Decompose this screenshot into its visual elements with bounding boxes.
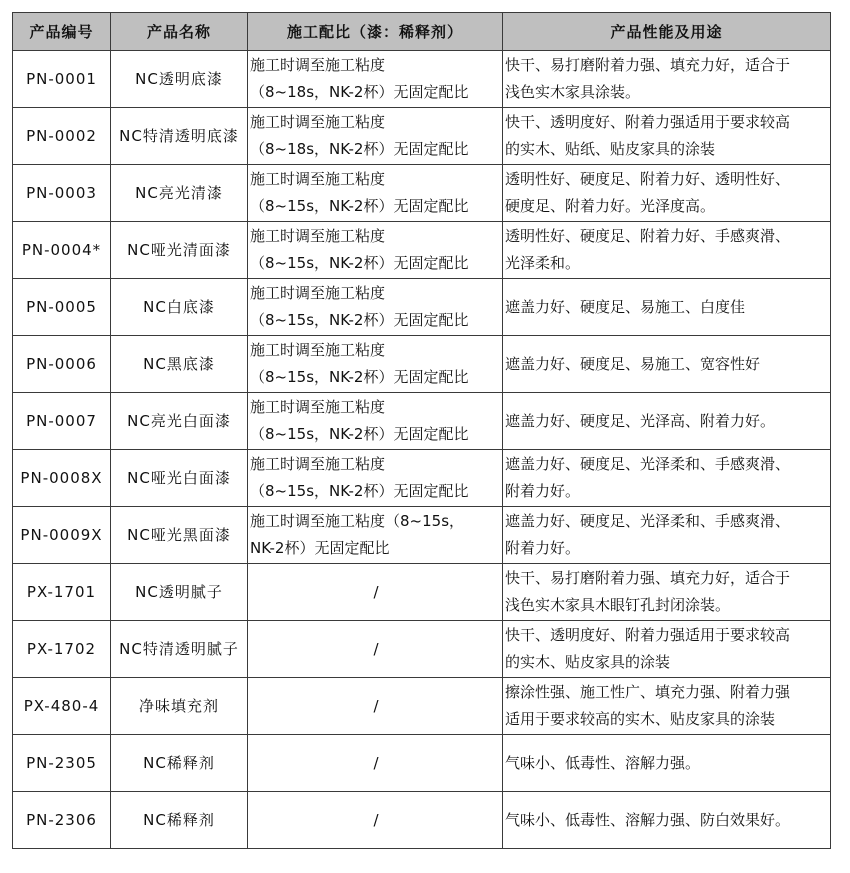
mix-ratio-line: 施工时调至施工粘度	[250, 56, 386, 74]
product-name-cell: NC特清透明腻子	[111, 621, 248, 678]
mix-ratio-cell	[248, 621, 503, 678]
mix-ratio-line: （8~15s，NK-2杯）无固定配比	[250, 425, 469, 443]
mix-ratio-line: /	[373, 582, 379, 601]
performance-use-line: 遮盖力好、硬度足、易施工、宽容性好	[505, 354, 761, 373]
table-row	[13, 165, 831, 222]
product-code-cell: PN-0009X	[13, 507, 111, 564]
performance-use-line: 的实木、贴纸、贴皮家具的涂装	[505, 140, 716, 158]
performance-use-line: 快干、透明度好、附着力强适用于要求较高	[505, 626, 791, 644]
mix-ratio-line: /	[373, 810, 379, 829]
product-name-cell: 净味填充剂	[111, 678, 248, 735]
table-row	[13, 51, 831, 108]
mix-ratio-cell	[248, 108, 503, 165]
performance-use-line: 附着力好。	[505, 482, 581, 500]
performance-use-cell	[503, 336, 831, 393]
table-row	[13, 678, 831, 735]
product-name-cell: NC透明底漆	[111, 51, 248, 108]
table-row	[13, 336, 831, 393]
product-name-cell: NC特清透明底漆	[111, 108, 248, 165]
mix-ratio-line: /	[373, 639, 379, 658]
table-row	[13, 792, 831, 849]
mix-ratio-line: （8~15s，NK-2杯）无固定配比	[250, 254, 469, 272]
product-name-cell: NC黑底漆	[111, 336, 248, 393]
performance-use-cell	[503, 279, 831, 336]
product-name-cell: NC亮光清漆	[111, 165, 248, 222]
performance-use-line: 擦涂性强、施工性广、填充力强、附着力强	[505, 683, 791, 701]
table-row	[13, 507, 831, 564]
header-product-code: 产品编号	[13, 13, 111, 51]
mix-ratio-cell	[248, 735, 503, 792]
product-code-cell: PN-0008X	[13, 450, 111, 507]
performance-use-line: 的实木、贴皮家具的涂装	[505, 653, 671, 671]
product-code-cell: PN-0001	[13, 51, 111, 108]
performance-use-cell	[503, 108, 831, 165]
mix-ratio-line: 施工时调至施工粘度	[250, 341, 386, 359]
product-name-cell: NC白底漆	[111, 279, 248, 336]
product-name-cell: NC透明腻子	[111, 564, 248, 621]
table-row	[13, 279, 831, 336]
mix-ratio-line: （8~15s，NK-2杯）无固定配比	[250, 311, 469, 329]
mix-ratio-cell	[248, 51, 503, 108]
performance-use-cell	[503, 678, 831, 735]
performance-use-cell	[503, 51, 831, 108]
performance-use-line: 气味小、低毒性、溶解力强、防白效果好。	[505, 810, 791, 829]
product-name-cell: NC哑光白面漆	[111, 450, 248, 507]
performance-use-cell	[503, 222, 831, 279]
mix-ratio-cell	[248, 222, 503, 279]
product-code-cell: PX-480-4	[13, 678, 111, 735]
mix-ratio-line: /	[373, 753, 379, 772]
product-name-cell: NC稀释剂	[111, 735, 248, 792]
table-row	[13, 450, 831, 507]
product-code-cell: PN-0003	[13, 165, 111, 222]
mix-ratio-line: （8~15s，NK-2杯）无固定配比	[250, 197, 469, 215]
header-product-name: 产品名称	[111, 13, 248, 51]
mix-ratio-cell	[248, 564, 503, 621]
product-code-cell: PN-0004*	[13, 222, 111, 279]
performance-use-line: 适用于要求较高的实木、贴皮家具的涂装	[505, 710, 776, 728]
performance-use-line: 快干、易打磨附着力强、填充力好，适合于	[505, 56, 791, 74]
performance-use-line: 遮盖力好、硬度足、光泽高、附着力好。	[505, 411, 776, 430]
mix-ratio-cell	[248, 336, 503, 393]
performance-use-line: 硬度足、附着力好。光泽度高。	[505, 197, 716, 215]
mix-ratio-cell	[248, 393, 503, 450]
mix-ratio-cell	[248, 165, 503, 222]
table-row	[13, 621, 831, 678]
mix-ratio-line: 施工时调至施工粘度（8~15s，	[250, 512, 465, 530]
product-code-cell: PN-0006	[13, 336, 111, 393]
table-row	[13, 393, 831, 450]
table-body	[13, 51, 831, 849]
table-header-row	[13, 13, 831, 51]
product-code-cell: PN-0002	[13, 108, 111, 165]
mix-ratio-line: 施工时调至施工粘度	[250, 227, 386, 245]
product-name-cell: NC亮光白面漆	[111, 393, 248, 450]
performance-use-line: 透明性好、硬度足、附着力好、透明性好、	[505, 170, 791, 188]
performance-use-cell	[503, 507, 831, 564]
mix-ratio-line: NK-2杯）无固定配比	[250, 539, 390, 557]
table-row	[13, 108, 831, 165]
mix-ratio-line: （8~18s，NK-2杯）无固定配比	[250, 140, 469, 158]
header-mix-ratio: 施工配比（漆：稀释剂）	[248, 13, 503, 51]
performance-use-line: 遮盖力好、硬度足、光泽柔和、手感爽滑、	[505, 455, 791, 473]
mix-ratio-line: （8~18s，NK-2杯）无固定配比	[250, 83, 469, 101]
performance-use-line: 透明性好、硬度足、附着力好、手感爽滑、	[505, 227, 791, 245]
performance-use-line: 快干、易打磨附着力强、填充力好，适合于	[505, 569, 791, 587]
performance-use-line: 附着力好。	[505, 539, 581, 557]
product-code-cell: PN-0007	[13, 393, 111, 450]
product-table	[12, 12, 831, 849]
mix-ratio-line: 施工时调至施工粘度	[250, 455, 386, 473]
mix-ratio-line: 施工时调至施工粘度	[250, 113, 386, 131]
product-code-cell: PN-2305	[13, 735, 111, 792]
performance-use-line: 光泽柔和。	[505, 254, 581, 272]
mix-ratio-line: 施工时调至施工粘度	[250, 170, 386, 188]
performance-use-line: 气味小、低毒性、溶解力强。	[505, 753, 701, 772]
product-name-cell: NC哑光清面漆	[111, 222, 248, 279]
performance-use-cell	[503, 792, 831, 849]
performance-use-cell	[503, 621, 831, 678]
performance-use-cell	[503, 393, 831, 450]
product-name-cell: NC稀释剂	[111, 792, 248, 849]
mix-ratio-cell	[248, 279, 503, 336]
performance-use-line: 浅色实木家具涂装。	[505, 83, 641, 101]
header-performance-use: 产品性能及用途	[503, 13, 831, 51]
product-code-cell: PN-2306	[13, 792, 111, 849]
product-table-container	[12, 12, 831, 849]
performance-use-line: 快干、透明度好、附着力强适用于要求较高	[505, 113, 791, 131]
mix-ratio-cell	[248, 507, 503, 564]
mix-ratio-line: /	[373, 696, 379, 715]
product-code-cell: PX-1701	[13, 564, 111, 621]
mix-ratio-line: 施工时调至施工粘度	[250, 398, 386, 416]
product-code-cell: PX-1702	[13, 621, 111, 678]
table-row	[13, 735, 831, 792]
performance-use-cell	[503, 450, 831, 507]
performance-use-cell	[503, 165, 831, 222]
product-code-cell: PN-0005	[13, 279, 111, 336]
mix-ratio-cell	[248, 792, 503, 849]
performance-use-cell	[503, 735, 831, 792]
mix-ratio-cell	[248, 450, 503, 507]
product-name-cell: NC哑光黑面漆	[111, 507, 248, 564]
performance-use-line: 遮盖力好、硬度足、易施工、白度佳	[505, 297, 746, 316]
mix-ratio-line: （8~15s，NK-2杯）无固定配比	[250, 368, 469, 386]
mix-ratio-line: 施工时调至施工粘度	[250, 284, 386, 302]
performance-use-line: 浅色实木家具木眼钉孔封闭涂装。	[505, 596, 731, 614]
mix-ratio-cell	[248, 678, 503, 735]
performance-use-line: 遮盖力好、硬度足、光泽柔和、手感爽滑、	[505, 512, 791, 530]
table-row	[13, 222, 831, 279]
table-row	[13, 564, 831, 621]
mix-ratio-line: （8~15s，NK-2杯）无固定配比	[250, 482, 469, 500]
performance-use-cell	[503, 564, 831, 621]
